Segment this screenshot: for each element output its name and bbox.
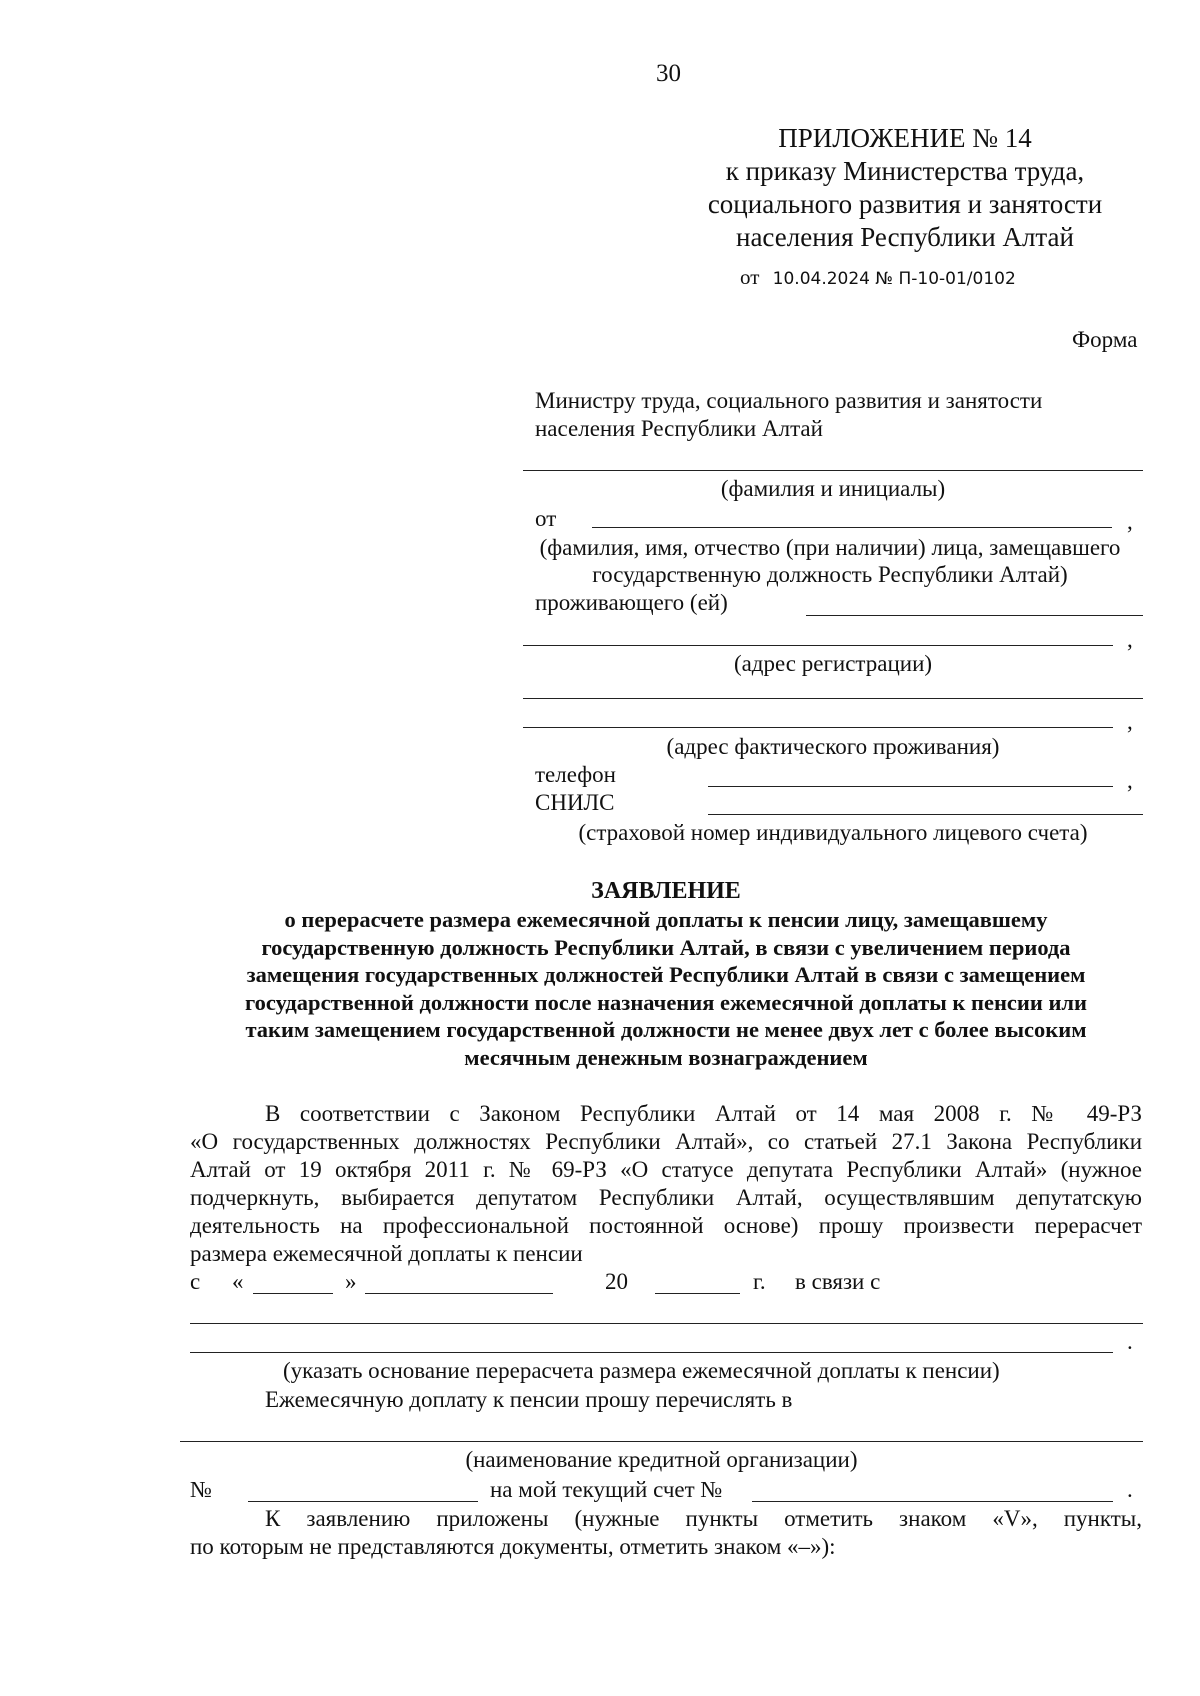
registration-caption: (адрес регистрации) bbox=[733, 651, 933, 676]
subtitle-line: государственной должности после назначения ежемесячной доплаты к пенсии или bbox=[245, 989, 1087, 1015]
bank-name-field[interactable] bbox=[180, 1441, 1143, 1442]
actual-address-field-1[interactable] bbox=[523, 698, 1143, 699]
appendix-line-2: социального развития и занятости bbox=[707, 189, 1103, 219]
period: . bbox=[1127, 1477, 1133, 1502]
day-field[interactable] bbox=[253, 1293, 333, 1294]
phone-field[interactable] bbox=[708, 786, 1113, 787]
reason-field-1[interactable] bbox=[190, 1323, 1143, 1324]
registration-address-field[interactable] bbox=[523, 645, 1113, 646]
statement-subtitle bbox=[170, 906, 1162, 1071]
comma: , bbox=[1127, 709, 1133, 734]
reason-prefix: в связи с bbox=[795, 1269, 881, 1294]
addressee-name-field[interactable] bbox=[523, 470, 1143, 471]
page-number: 30 bbox=[656, 60, 681, 87]
quote-open: « bbox=[232, 1269, 244, 1294]
quote-close: » bbox=[345, 1269, 357, 1294]
account-number-field[interactable] bbox=[752, 1501, 1113, 1502]
subtitle-line: замещения государственных должностей Республики Алтай в связи с замещением bbox=[246, 962, 1086, 987]
month-field[interactable] bbox=[365, 1293, 553, 1294]
body-para-line: подчеркнуть, выбирается депутатом Республики Алтай, осуществлявшим депутатскую bbox=[190, 1185, 1142, 1210]
order-from-label: от bbox=[740, 265, 760, 289]
from-label: от bbox=[535, 506, 557, 531]
comma: , bbox=[1127, 627, 1133, 652]
subtitle-line: месячным денежным вознаграждением bbox=[464, 1044, 868, 1070]
year-field[interactable] bbox=[655, 1293, 740, 1294]
snils-caption: (страховой номер индивидуального лицевого счета) bbox=[578, 820, 1088, 845]
snils-label: СНИЛС bbox=[535, 790, 615, 815]
year-prefix: 20 bbox=[605, 1269, 628, 1294]
statement-title: ЗАЯВЛЕНИЕ bbox=[591, 878, 741, 904]
date-from-label: с bbox=[190, 1269, 201, 1294]
order-date-line bbox=[740, 265, 1016, 290]
reason-caption: (указать основание перерасчета размера ежемесячной доплаты к пенсии) bbox=[283, 1358, 1000, 1383]
period: . bbox=[1127, 1329, 1133, 1354]
addressee-line-2: населения Республики Алтай bbox=[535, 416, 823, 441]
attachments-line-1: К заявлению приложены (нужные пункты отметить знаком «V», пункты, bbox=[265, 1506, 1142, 1531]
phone-label: телефон bbox=[535, 762, 616, 787]
transfer-line: Ежемесячную доплату к пенсии прошу перечислять в bbox=[265, 1387, 793, 1412]
subtitle-line: государственную должность Республики Алтай, в связи с увеличением периода bbox=[261, 934, 1071, 960]
bank-caption: (наименование кредитной организации) bbox=[465, 1447, 858, 1472]
reason-field-2[interactable] bbox=[190, 1352, 1113, 1353]
residing-label: проживающего (ей) bbox=[535, 590, 728, 615]
body-para-line: «О государственных должностях Республики Алтай», со статьей 27.1 Закона Республики bbox=[190, 1129, 1142, 1154]
subtitle-line: таким замещением государственной должности не менее двух лет с более высоким bbox=[245, 1017, 1087, 1042]
form-label: Форма bbox=[1072, 327, 1138, 352]
applicant-caption-2: государственную должность Республики Алтай) bbox=[592, 562, 1068, 587]
attachments-line-2: по которым не представляются документы, отметить знаком «–»): bbox=[190, 1534, 836, 1559]
actual-address-caption: (адрес фактического проживания) bbox=[666, 734, 1000, 759]
body-para-last: размера ежемесячной доплаты к пенсии bbox=[190, 1241, 583, 1266]
appendix-line-3: населения Республики Алтай bbox=[736, 222, 1074, 252]
applicant-name-field[interactable] bbox=[592, 527, 1112, 528]
order-date-number: 10.04.2024 № П-10-01/0102 bbox=[772, 269, 1016, 289]
appendix-header bbox=[660, 122, 1150, 254]
body-para-line: В соответствии с Законом Республики Алтай от 14 мая 2008 г. № 49-РЗ bbox=[265, 1101, 1142, 1126]
actual-address-field-2[interactable] bbox=[523, 727, 1113, 728]
applicant-caption-1: (фамилия, имя, отчество (при наличии) лица, замещавшего bbox=[539, 535, 1121, 560]
appendix-title: ПРИЛОЖЕНИЕ № 14 bbox=[778, 123, 1032, 153]
account-label: на мой текущий счет № bbox=[490, 1477, 723, 1502]
number-sign: № bbox=[190, 1477, 212, 1502]
comma: , bbox=[1127, 768, 1133, 793]
addressee-name-caption: (фамилия и инициалы) bbox=[720, 476, 946, 501]
subtitle-line: о перерасчете размера ежемесячной доплаты к пенсии лицу, замещавшему bbox=[284, 907, 1048, 932]
snils-field[interactable] bbox=[708, 814, 1143, 815]
appendix-line-1: к приказу Министерства труда, bbox=[725, 156, 1085, 186]
body-para-line: Алтай от 19 октября 2011 г. № 69-РЗ «О статусе депутата Республики Алтай» (нужное bbox=[190, 1157, 1142, 1182]
comma: , bbox=[1127, 509, 1133, 534]
residence-field[interactable] bbox=[806, 615, 1143, 616]
year-suffix: г. bbox=[753, 1269, 766, 1294]
body-para-line: деятельность на профессиональной постоянной основе) прошу произвести перерасчет bbox=[190, 1213, 1142, 1238]
bank-number-field[interactable] bbox=[248, 1501, 478, 1502]
addressee-line-1: Министру труда, социального развития и занятости bbox=[535, 388, 1043, 413]
